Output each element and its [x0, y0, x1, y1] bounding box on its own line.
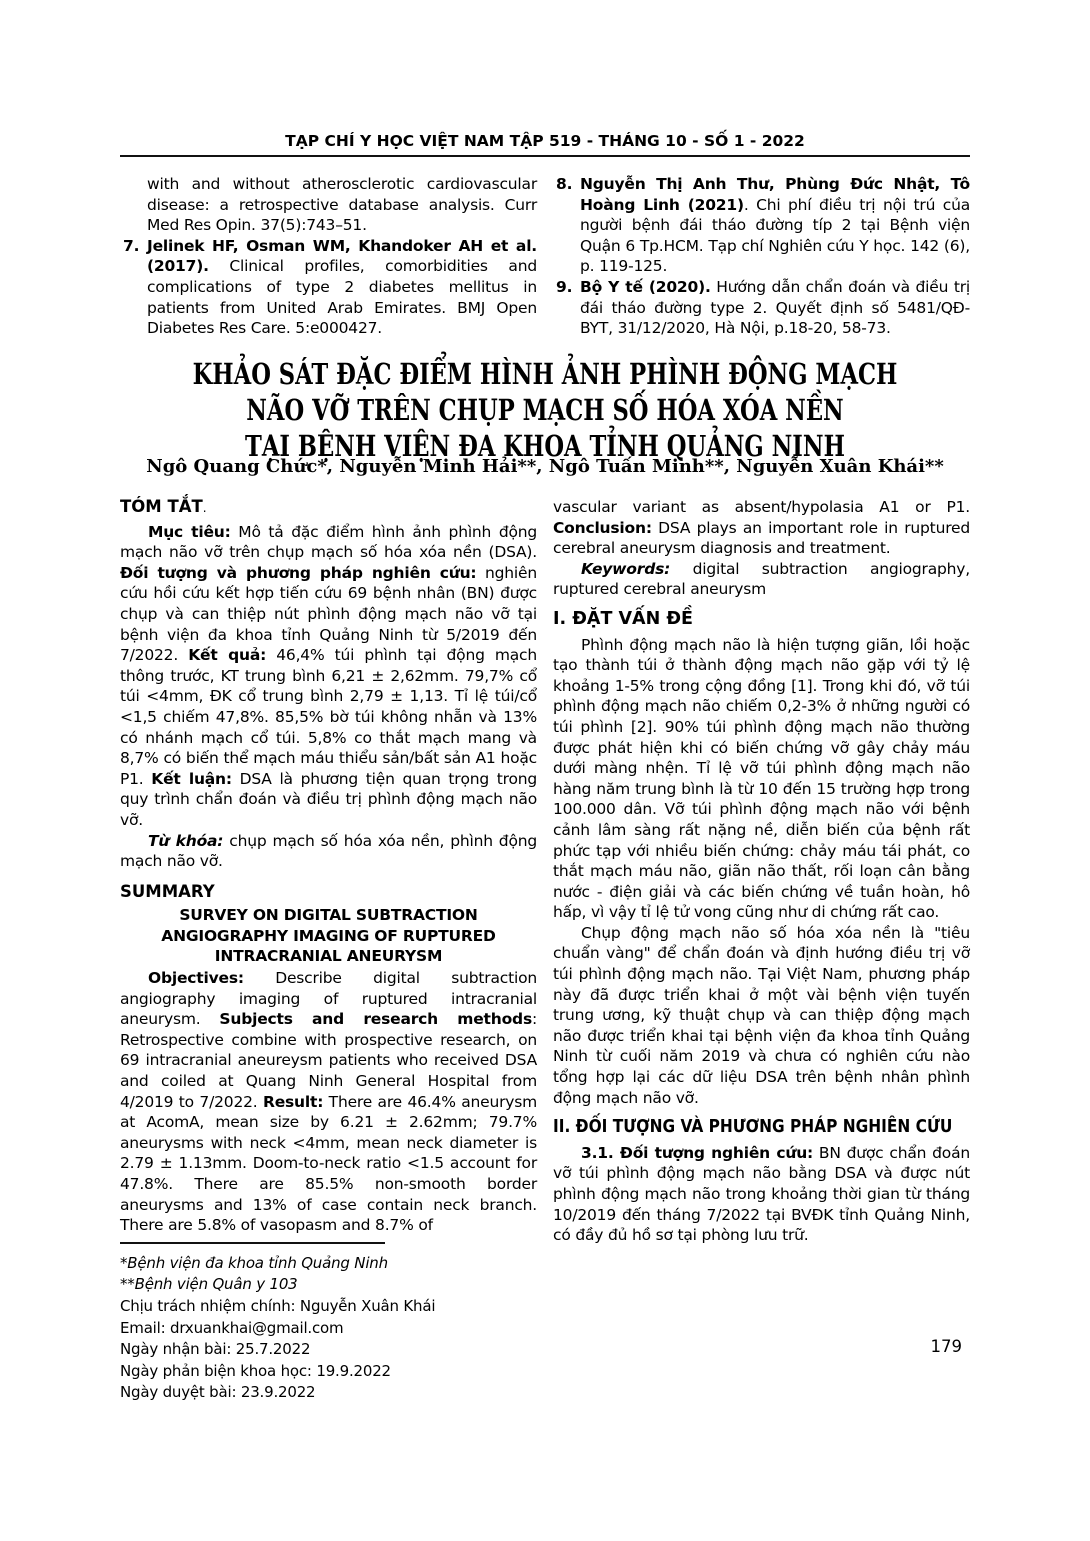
- footnote-email: Email: drxuankhai@gmail.com: [120, 1318, 344, 1337]
- abstract-vn-paragraph: Mục tiêu: Mô tả đặc điểm hình ảnh phình động mạch não vỡ trên chụp mạch số hóa xóa nền (DSA). Đối tượng và phương pháp nghiên cứu: nghiên cứu hồi cứu kết hợp tiến cứu 69 bệnh nhân (BN) được chụp và can thiệp nút phình động mạch não vỡ tại bệnh viện đa khoa tỉnh Quảng Ninh từ 5/2019 đến 7/2022. Kết quả: 46,4% túi phình tại động mạch thông trước, KT trung bình 6,21 ± 2,62mm. 79,7% cổ túi <4mm, ĐK cổ trung bình 2,79 ± 1,13. Tỉ lệ túi/cổ <1,5 chiếm 47,8%. 85,5% bờ túi không nhẵn và 13% có nhánh mạch cổ túi. 5,8% co thắt mạch mang và 8,7% có biến thể mạch máu thiểu sản/bất sản A1 hoặc P1. Kết luận: DSA là phương tiện quan trọng trong quy trình chẩn đoán và điều trị phình động mạch não vỡ.: [120, 522, 537, 829]
- reference-number: 8.: [556, 175, 573, 193]
- article-title: [0, 356, 1090, 464]
- article-title-line: NÃO VỠ TRÊN CHỤP MẠCH SỐ HÓA XÓA NỀN: [246, 393, 844, 427]
- footnote-accepted-date: Ngày duyệt bài: 23.9.2022: [120, 1383, 316, 1402]
- abstract-vn-heading: [120, 497, 537, 519]
- reference-text: Bộ Y tế (2020). Hướng dẫn chẩn đoán và điều trị đái tháo đường type 2. Quyết định số 5481/QĐ-BYT, 31/12/2020, Hà Nội, p.18-20, 58-73.: [580, 277, 970, 338]
- reference-item: [120, 174, 537, 236]
- footnote-affiliation-1: *Bệnh viện đa khoa tỉnh Quảng Ninh: [120, 1253, 388, 1272]
- section-1-heading: I. ĐẶT VẤN ĐỀ: [553, 608, 693, 629]
- left-column: [120, 497, 537, 1404]
- references-section: [120, 174, 970, 339]
- article-body: [120, 497, 970, 1404]
- article-title-line: KHẢO SÁT ĐẶC ĐIỂM HÌNH ẢNH PHÌNH ĐỘNG MẠCH: [192, 357, 898, 391]
- footnote-divider: [120, 1242, 385, 1244]
- page-number: 179: [930, 1337, 962, 1356]
- reference-text: Jelinek HF, Osman WM, Khandoker AH et al. (2017). Clinical profiles, comorbidities and complications of type 2 diabetes mellitus in patients from United Arab Emirates. BMJ Open Diabetes Res Care. 5:e000427.: [147, 236, 537, 338]
- footnote-received-date: Ngày nhận bài: 25.7.2022: [120, 1340, 311, 1359]
- references-left-column: [120, 174, 537, 339]
- section-1-paragraph-1: Phình động mạch não là hiện tượng giãn, lồi hoặc tạo thành túi ở thành động mạch não gặp với tỷ lệ khoảng 1-5% trong cộng đồng [1]. Trong khi đó, vỡ túi phình động mạch não chiếm 0,2-3% ở những người có túi phình [2]. 90% túi phình động mạch não thường được phát hiện khi có biến chứng vỡ gây chảy máu dưới màng nhện. Tỉ lệ vỡ túi phình động mạch não hàng năm trung bình là từ 10 đến 15 trường hợp trong 100.000 dân. Vỡ túi phình động mạch não với bệnh cảnh lâm sàng rất nặng nề, diễn biến của bệnh rất phức tạp với nhiều biến chứng: chảy máu tái phát, co thắt mạch máu não, giãn não thất, rối loạn cân bằng nước - điện giải và các biến chứng về tuần hoàn, hô hấp, vì vậy tỉ lệ tử vong cũng như di chứng rất cao.: [553, 635, 970, 922]
- abstract-vn-heading-dot: .: [202, 501, 207, 515]
- keywords-en-paragraph: Keywords: digital subtraction angiography, ruptured cerebral aneurysm: [553, 559, 970, 599]
- reference-number: 7.: [123, 236, 140, 255]
- footnote-corresponding-author: Chịu trách nhiệm chính: Nguyễn Xuân Khái: [120, 1296, 436, 1315]
- section-2-heading-text: II. ĐỐI TƯỢNG VÀ PHƯƠNG PHÁP NGHIÊN CỨU: [553, 1117, 953, 1138]
- summary-subtitle: SURVEY ON DIGITAL SUBTRACTION ANGIOGRAPHY IMAGING OF RUPTURED INTRACRANIAL ANEURYSM: [161, 906, 496, 966]
- reference-text: with and without atherosclerotic cardiovascular disease: a retrospective database analysis. Curr Med Res Opin. 37(5):743–51.: [147, 175, 537, 235]
- summary-heading: SUMMARY: [120, 881, 215, 901]
- reference-text: Nguyễn Thị Anh Thư, Phùng Đức Nhật, Tô Hoàng Linh (2021). Chi phí điều trị nội trú của người bệnh đái tháo đường típ 2 tại Bệnh viện Quận 6 Tp.HCM. Tạp chí Nghiên cứu Y học. 142 (6), p. 119-125.: [580, 175, 970, 276]
- reference-number: 9.: [556, 277, 573, 296]
- footnote-affiliation-2: **Bệnh viện Quân y 103: [120, 1275, 298, 1294]
- summary-continuation-paragraph: vascular variant as absent/hypolasia A1 or P1. Conclusion: DSA plays an important role in ruptured cerebral aneurysm diagnosis and treatment.: [553, 498, 970, 558]
- section-1-paragraph-2: Chụp động mạch não số hóa xóa nền là "tiêu chuẩn vàng" để chẩn đoán và định hướng điều trị vỡ túi phình động mạch não. Tại Việt Nam, phương pháp này đã được triển khai ở một vài bệnh viện tuyến trung ương, kỹ thuật chụp và can thiệp động mạch não được triển khai tại bệnh viện đa khoa tỉnh Quảng Ninh từ cuối năm 2019 và chưa có nghiên cứu nào tổng hợp lại các dữ liệu DSA trên bệnh nhân phình động mạch não vỡ.: [553, 923, 970, 1107]
- journal-running-head: TẠP CHÍ Y HỌC VIỆT NAM TẬP 519 - THÁNG 10 - SỐ 1 - 2022: [120, 132, 970, 157]
- article-authors: Ngô Quang Chức*, Nguyễn Minh Hải**, Ngô Tuấn Minh**, Nguyễn Xuân Khái**: [146, 456, 944, 477]
- section-2-paragraph: 3.1. Đối tượng nghiên cứu: BN được chẩn đoán vỡ túi phình động mạch não bằng DSA và được nút phình động mạch não trong khoảng thời gian từ tháng 10/2019 đến tháng 7/2022 tại BVĐK tỉnh Quảng Ninh, có đầy đủ hồ sơ tại phòng lưu trữ.: [553, 1143, 970, 1245]
- footnote-review-date: Ngày phản biện khoa học: 19.9.2022: [120, 1361, 391, 1380]
- reference-item: [120, 236, 537, 339]
- section-2-heading: [553, 1117, 970, 1138]
- abstract-vn-keywords: Từ khóa: chụp mạch số hóa xóa nền, phình động mạch não vỡ.: [120, 831, 537, 871]
- reference-item: [553, 174, 970, 277]
- right-column: [553, 497, 970, 1404]
- footnote-block: [120, 1236, 537, 1404]
- article-title-line: TẠI BỆNH VIỆN ĐA KHOA TỈNH QUẢNG NINH: [245, 429, 845, 463]
- abstract-vn-heading-text: TÓM TẮT: [120, 497, 203, 516]
- summary-paragraph: Objectives: Describe digital subtraction angiography imaging of ruptured intracranial aneurysm. Subjects and research methods: Retrospective combine with prospective research, on 69 intracranial aneureysm patients who received DSA and coiled at Quang Ninh General Hospital from 4/2019 to 7/2022. Result: There are 46.4% aneurysm at AcomA, mean size by 6.21 ± 2.62mm; 79.7% aneurysms with neck <4mm, mean neck diameter is 2.79 ± 1.13mm. Doom-to-neck ratio <1.5 account for 47.8%. There are 85.5% non-smooth border aneurysms and 13% of case contain neck branch. There are 5.8% of vasopasm and 8.7% of: [120, 969, 538, 1235]
- reference-item: [553, 277, 970, 339]
- references-right-column: [553, 174, 970, 339]
